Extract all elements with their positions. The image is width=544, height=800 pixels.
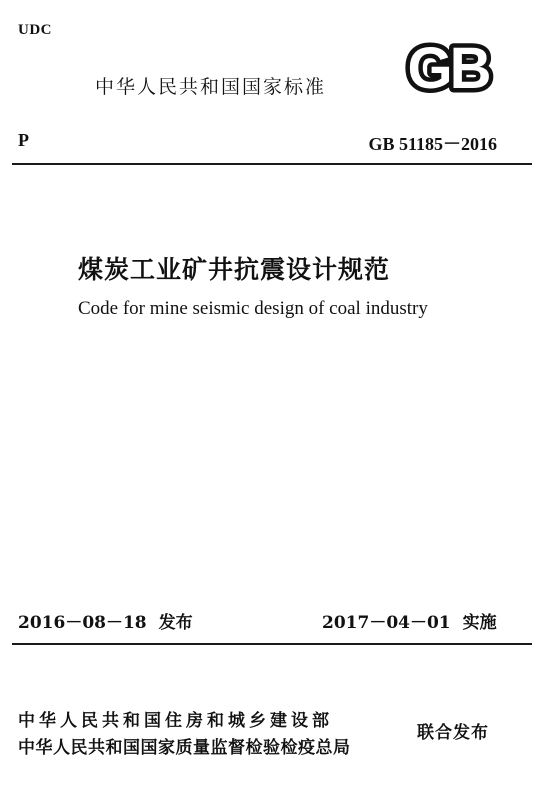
implement-date: 2017－04－01 (322, 613, 451, 633)
joint-release-label: 联合发布 (417, 723, 489, 743)
gb-logo (398, 36, 498, 98)
publisher-aqsiq: 中华人民共和国国家质量监督检验检疫总局 (18, 738, 351, 758)
issue-date-block (18, 608, 193, 633)
national-standard-heading: 中华人民共和国国家标准 (95, 76, 327, 98)
issue-date: 2016－08－18 (18, 613, 147, 633)
publisher-ministry: 中华人民共和国住房和城乡建设部 (18, 711, 333, 731)
implement-date-block (322, 608, 497, 633)
gb-logo-text: GB (407, 36, 489, 98)
top-divider (12, 163, 532, 165)
classification-code: P (18, 130, 29, 150)
implement-label: 实施 (462, 613, 497, 633)
title-chinese: 煤炭工业矿井抗震设计规范 (78, 255, 391, 284)
issue-label: 发布 (158, 613, 193, 633)
title-english: Code for mine seismic design of coal industry (78, 298, 428, 319)
bottom-divider (12, 643, 532, 645)
udc-label: UDC (18, 22, 52, 38)
standard-number: GB 51185－2016 (368, 134, 497, 154)
